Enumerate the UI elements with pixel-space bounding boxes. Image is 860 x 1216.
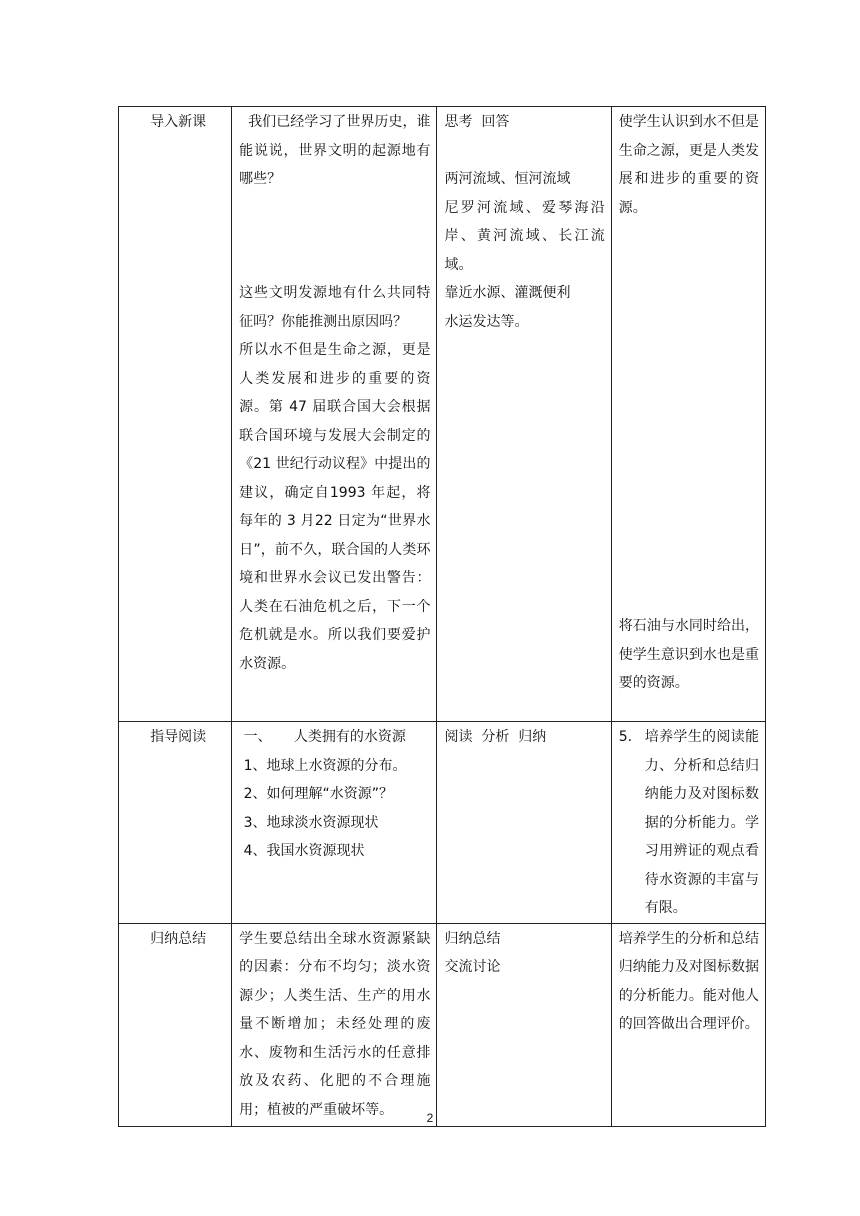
intent-paragraph: 使学生认识到水不但是生命之源，更是人类发展和进步的重要的资源。	[618, 114, 759, 216]
stage-cell	[119, 722, 232, 924]
stage-label: 归纳总结	[150, 930, 207, 947]
student-activity-cell	[437, 107, 611, 722]
table-row-intro	[119, 107, 766, 722]
lesson-plan-table	[118, 106, 766, 1127]
student-paragraph: 靠近水源、灌溉便利	[444, 285, 571, 301]
intent-paragraph: 培养学生的阅读能力、分析和总结归纳能力及对图标数据的分析能力。学习用辨证的观点看待水资源的丰富与有限。	[644, 729, 759, 916]
list-item: 3、地球淡水资源现状	[239, 814, 379, 831]
student-paragraph: 水运发达等。	[444, 313, 529, 330]
student-paragraph: 尼罗河流域、爱琴海沿岸、黄河流域、长江流域。	[444, 199, 605, 273]
design-intent-cell	[611, 107, 765, 722]
numbered-intent	[619, 723, 759, 923]
teacher-activity-cell	[232, 923, 437, 1126]
teacher-paragraph: 我们已经学习了世界历史，谁能说说，世界文明的起源地有哪些？	[239, 114, 431, 187]
stage-cell	[119, 923, 232, 1126]
student-paragraph: 两河流域、恒河流域	[444, 171, 571, 187]
teacher-paragraph: 这些文明发源地有什么共同特征吗？你能推测出原因吗？	[239, 285, 431, 330]
student-activity-cell	[437, 722, 611, 924]
intent-paragraph: 培养学生的分析和总结归纳能力及对图标数据的分析能力。能对他人的回答做出合理评价。	[618, 930, 759, 1032]
student-paragraph: 阅读 分析 归纳	[444, 729, 547, 745]
teacher-paragraph: 所以水不但是生命之源，更是人类发展和进步的重要的资源。第 47 届联合国大会根据联合国环境与发展大会制定的《21 世纪行动议程》中提出的建议，确定自1993 年起，将每年的 3 月22 日定为“世界水日”，前不久，联合国的人类环境和世界水会议已发出警告：人类在石油危机之后，下一个危机就是水。所以我们要爱护水资源。	[239, 342, 431, 672]
stage-label: 导入新课	[150, 114, 207, 130]
student-activity-cell	[437, 923, 611, 1126]
list-item: 1、地球上水资源的分布。	[239, 757, 407, 774]
design-intent-cell	[611, 722, 765, 924]
intent-paragraph: 将石油与水同时给出，使学生意识到水也是重要的资源。	[618, 618, 759, 691]
table-row-summary	[119, 923, 766, 1126]
student-paragraph: 交流讨论	[444, 959, 501, 975]
design-intent-cell	[611, 923, 765, 1126]
list-item: 4、我国水资源现状	[239, 843, 365, 859]
stage-cell	[119, 107, 232, 722]
list-number: 5.	[618, 729, 633, 745]
reading-topic-list	[239, 752, 430, 866]
student-paragraph: 思考 回答	[444, 114, 510, 130]
page-number: 2	[426, 1111, 434, 1125]
teacher-activity-cell	[232, 722, 437, 924]
teacher-paragraph: 学生要总结出全球水资源紧缺的因素：分布不均匀；淡水资源少；人类生活、生产的用水量不断增加；未经处理的废水、废物和生活污水的任意排放及农药、化肥的不合理施用；植被的严重破坏等。	[239, 930, 431, 1118]
student-paragraph: 归纳总结	[444, 930, 501, 947]
teacher-activity-cell	[232, 107, 437, 722]
list-item: 2、如何理解“水资源”？	[239, 786, 394, 802]
table-row-reading	[119, 722, 766, 924]
stage-label: 指导阅读	[150, 729, 207, 745]
section-heading: 一、 人类拥有的水资源	[239, 729, 406, 745]
